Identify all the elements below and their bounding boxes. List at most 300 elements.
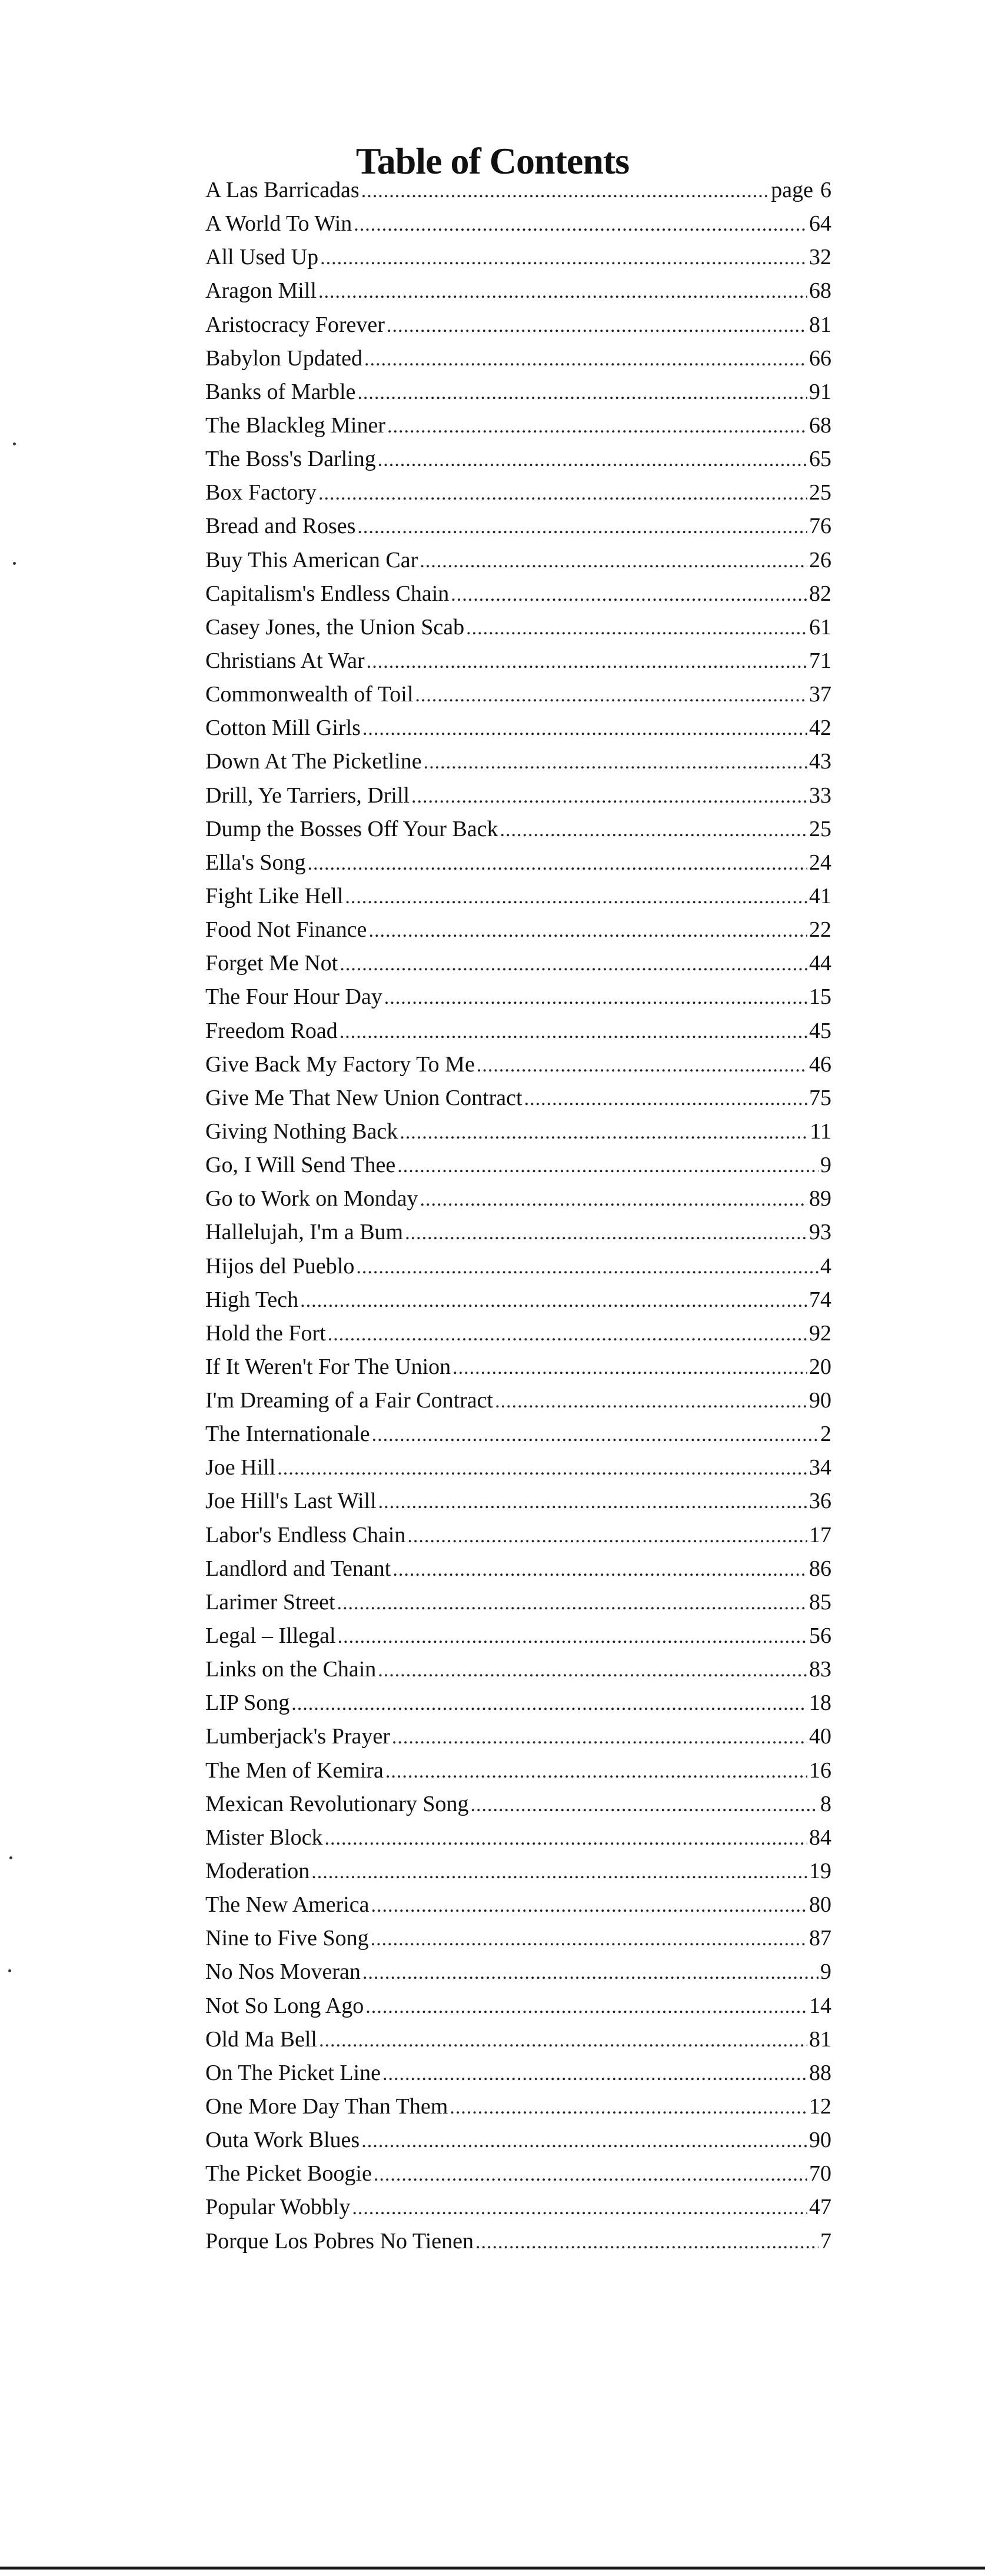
toc-entry (205, 2023, 831, 2056)
toc-leader-dots (311, 1855, 807, 1889)
toc-page-number: 41 (809, 883, 831, 908)
toc-page-number: 65 (809, 447, 831, 472)
toc-entry (205, 1317, 831, 1350)
toc-page-number: 92 (809, 1320, 831, 1346)
toc-leader-dots (424, 745, 807, 779)
toc-page-number: 20 (809, 1354, 831, 1379)
toc-entry-page (809, 544, 831, 577)
toc-entry (205, 1754, 831, 1788)
toc-page-number: 93 (809, 1220, 831, 1245)
toc-entry-title: Outa Work Blues (205, 2128, 360, 2153)
toc-entry-page (809, 274, 831, 308)
toc-page-number: 90 (809, 1388, 831, 1413)
toc-entry (205, 813, 831, 846)
toc-entry (205, 1250, 831, 1283)
toc-entry (205, 1081, 831, 1115)
toc-entry-page (809, 1720, 831, 1753)
toc-leader-dots (364, 342, 807, 376)
toc-leader-dots (385, 1755, 807, 1788)
toc-entry (205, 1855, 831, 1888)
toc-entry-title: Dump the Bosses Off Your Back (205, 816, 498, 841)
toc-leader-dots (291, 1687, 807, 1720)
toc-entry (205, 980, 831, 1014)
toc-entry-page (809, 1989, 831, 2023)
toc-entry (205, 510, 831, 543)
toc-entry (205, 880, 831, 913)
toc-page-number: 19 (809, 1859, 831, 1884)
toc-list (205, 174, 831, 2258)
toc-page-number: 61 (809, 614, 831, 640)
toc-leader-dots (466, 611, 807, 645)
toc-leader-dots (324, 1822, 807, 1855)
toc-entry (205, 947, 831, 980)
toc-leader-dots (362, 1956, 818, 1989)
toc-entry-title: Giving Nothing Back (205, 1119, 398, 1144)
toc-page-number: 33 (809, 783, 831, 808)
toc-entry (205, 1384, 831, 1417)
toc-entry-title: Box Factory (205, 480, 317, 505)
toc-entry-title: Links on the Chain (205, 1657, 377, 1682)
toc-entry-page (809, 913, 831, 947)
toc-entry-title: Legal – Illegal (205, 1623, 336, 1649)
toc-leader-dots (320, 241, 807, 275)
toc-entry-page (820, 1250, 831, 1283)
toc-leader-dots (372, 1418, 818, 1452)
toc-entry-title: Give Me That New Union Contract (205, 1085, 523, 1110)
toc-entry (205, 1653, 831, 1686)
toc-entry-page (820, 1788, 831, 1821)
toc-page-number: 86 (809, 1556, 831, 1581)
toc-page-number: 22 (809, 917, 831, 943)
toc-entry-title: The Four Hour Day (205, 984, 382, 1010)
toc-entry-page (809, 1855, 831, 1888)
toc-entry-title: Cotton Mill Girls (205, 715, 361, 741)
toc-entry-page (809, 1922, 831, 1955)
toc-leader-dots (368, 914, 807, 947)
toc-page-number: 34 (809, 1455, 831, 1480)
toc-leader-dots (378, 1485, 807, 1519)
toc-leader-dots (477, 1049, 807, 1082)
toc-leader-dots (500, 813, 807, 847)
toc-entry-page (809, 779, 831, 813)
toc-entry (205, 1788, 831, 1821)
toc-entry (205, 745, 831, 778)
toc-entry (205, 409, 831, 442)
toc-leader-dots (378, 443, 807, 477)
toc-entry-title: Aristocracy Forever (205, 312, 385, 337)
toc-page-number: 44 (809, 951, 831, 976)
toc-entry-title: Christians At War (205, 648, 365, 673)
toc-entry-page (771, 174, 831, 207)
toc-leader-dots (371, 1889, 807, 1922)
toc-entry-page (809, 375, 831, 409)
toc-entry (205, 611, 831, 644)
toc-leader-dots (361, 174, 770, 208)
toc-page-number: 82 (809, 581, 831, 606)
toc-entry (205, 207, 831, 241)
toc-page-number: 84 (809, 1825, 831, 1850)
toc-page-number: 40 (809, 1724, 831, 1749)
toc-leader-dots (318, 275, 807, 308)
toc-leader-dots (392, 1553, 807, 1586)
toc-entry-title: The Blackleg Miner (205, 412, 386, 438)
toc-entry (205, 1821, 831, 1855)
toc-entry (205, 779, 831, 813)
toc-entry-title: Forget Me Not (205, 951, 338, 976)
toc-entry-title: LIP Song (205, 1690, 290, 1716)
toc-entry (205, 1552, 831, 1586)
toc-page-number: 46 (809, 1051, 831, 1077)
toc-entry-title: The Boss's Darling (205, 447, 376, 472)
toc-page-number: 24 (809, 850, 831, 875)
toc-entry (205, 1955, 831, 1989)
toc-page-number: 80 (809, 1892, 831, 1918)
toc-page-number: 15 (809, 984, 831, 1010)
toc-entry-title: Mexican Revolutionary Song (205, 1791, 469, 1816)
toc-entry-title: On The Picket Line (205, 2060, 381, 2085)
toc-entry-title: Drill, Ye Tarriers, Drill (205, 783, 410, 808)
toc-entry-page (809, 2056, 831, 2090)
toc-page-number: 76 (809, 514, 831, 539)
toc-leader-dots (277, 1452, 807, 1485)
toc-entry (205, 476, 831, 510)
toc-entry-title: Go, I Will Send Thee (205, 1153, 396, 1178)
toc-leader-dots (420, 1183, 807, 1216)
toc-leader-dots (524, 1082, 807, 1116)
toc-leader-dots (361, 2124, 807, 2158)
toc-page-number: 18 (809, 1690, 831, 1716)
toc-leader-dots (340, 1015, 807, 1049)
toc-entry-page (809, 1317, 831, 1350)
toc-entry-title: Nine to Five Song (205, 1926, 369, 1951)
toc-entry (205, 1182, 831, 1216)
toc-entry (205, 1216, 831, 1249)
toc-entry-title: The Picket Boogie (205, 2161, 372, 2186)
toc-entry (205, 241, 831, 274)
toc-page-number: 43 (809, 749, 831, 774)
toc-entry-page (809, 1586, 831, 1619)
toc-leader-dots (338, 1620, 807, 1653)
toc-entry-title: No Nos Moveran (205, 1959, 361, 1985)
toc-entry-title: Porque Los Pobres No Tienen (205, 2228, 474, 2254)
toc-entry (205, 1485, 831, 1518)
toc-entry-page (809, 409, 831, 442)
toc-entry (205, 1350, 831, 1384)
toc-entry (205, 1586, 831, 1619)
toc-page-number: 36 (809, 1489, 831, 1514)
toc-entry (205, 174, 831, 207)
toc-leader-dots (300, 1284, 807, 1317)
toc-page-number: 71 (809, 648, 831, 673)
toc-entry (205, 1115, 831, 1149)
toc-page-number: 9 (820, 1153, 831, 1178)
toc-entry-page (809, 947, 831, 980)
toc-leader-dots (452, 1351, 807, 1384)
toc-entry-title: I'm Dreaming of a Fair Contract (205, 1388, 494, 1413)
toc-leader-dots (357, 376, 807, 410)
toc-entry-title: Joe Hill (205, 1455, 276, 1480)
margin-speck (13, 442, 16, 445)
toc-entry-title: The Internationale (205, 1422, 370, 1447)
toc-page-number: 74 (809, 1287, 831, 1312)
toc-leader-dots (328, 1317, 807, 1351)
toc-entry-page (809, 980, 831, 1014)
toc-page-number: 66 (809, 345, 831, 371)
toc-page-number: 6 (820, 178, 831, 202)
toc-entry-page (820, 1955, 831, 1989)
toc-leader-dots (371, 1922, 807, 1956)
toc-entry-page (809, 678, 831, 711)
toc-entry-title: Down At The Picketline (205, 749, 422, 774)
toc-entry (205, 2157, 831, 2191)
toc-entry (205, 678, 831, 711)
toc-leader-dots (450, 2091, 807, 2124)
toc-entry-title: Bread and Roses (205, 514, 356, 539)
toc-entry-title: Joe Hill's Last Will (205, 1489, 377, 1514)
toc-leader-dots (337, 1586, 807, 1620)
toc-entry (205, 711, 831, 745)
toc-page-number: 90 (809, 2128, 831, 2153)
toc-page-number: 68 (809, 412, 831, 438)
toc-entry (205, 846, 831, 880)
toc-page-number: 9 (820, 1959, 831, 1985)
toc-entry-page (809, 442, 831, 476)
toc-page-number: 12 (809, 2094, 831, 2119)
toc-entry-title: Banks of Marble (205, 379, 356, 404)
toc-entry (205, 2124, 831, 2157)
toc-entry-title: Mister Block (205, 1825, 323, 1850)
toc-page-number: 17 (809, 1522, 831, 1547)
toc-entry-page (809, 1350, 831, 1384)
toc-leader-dots (354, 208, 807, 241)
toc-entry (205, 913, 831, 947)
toc-entry (205, 1283, 831, 1317)
toc-entry (205, 1922, 831, 1955)
toc-page-prefix: page (771, 178, 813, 202)
toc-entry (205, 1619, 831, 1653)
toc-entry (205, 577, 831, 611)
toc-page-number: 7 (820, 2228, 831, 2254)
toc-entry-page (809, 880, 831, 913)
toc-entry-title: Lumberjack's Prayer (205, 1724, 390, 1749)
toc-entry (205, 1686, 831, 1720)
toc-page-number: 89 (809, 1186, 831, 1212)
toc-entry-page (809, 1384, 831, 1417)
toc-leader-dots (387, 410, 807, 443)
toc-entry-page (809, 308, 831, 342)
toc-entry-title: A World To Win (205, 211, 352, 237)
toc-entry-page (809, 846, 831, 880)
toc-page-number: 25 (809, 816, 831, 841)
toc-entry-title: Give Back My Factory To Me (205, 1051, 475, 1077)
toc-page-number: 11 (810, 1119, 831, 1144)
toc-entry-title: Popular Wobbly (205, 2195, 351, 2220)
toc-page-number: 83 (809, 1657, 831, 1682)
bottom-rule (0, 2567, 985, 2570)
toc-entry-page (809, 1216, 831, 1249)
toc-entry-title: Go to Work on Monday (205, 1186, 418, 1212)
toc-entry-page (809, 2157, 831, 2191)
margin-speck (9, 1856, 12, 1859)
toc-entry-page (809, 813, 831, 846)
toc-leader-dots (367, 645, 807, 678)
toc-leader-dots (357, 510, 807, 544)
toc-page-number: 8 (820, 1791, 831, 1816)
toc-leader-dots (397, 1149, 818, 1183)
toc-entry (205, 1149, 831, 1182)
toc-leader-dots (405, 1216, 807, 1250)
toc-page-number: 2 (820, 1422, 831, 1447)
toc-entry-title: Capitalism's Endless Chain (205, 581, 450, 606)
toc-leader-dots (352, 2191, 807, 2225)
toc-entry-title: If It Weren't For The Union (205, 1354, 451, 1379)
toc-page-number: 32 (809, 245, 831, 270)
toc-entry-title: Larimer Street (205, 1589, 335, 1615)
toc-entry-title: The Men of Kemira (205, 1758, 384, 1783)
toc-entry (205, 274, 831, 308)
toc-page-number: 85 (809, 1589, 831, 1615)
toc-entry (205, 2090, 831, 2124)
toc-page-number: 81 (809, 2026, 831, 2052)
toc-entry (205, 308, 831, 342)
toc-entry-page (809, 1686, 831, 1720)
toc-leader-dots (319, 2023, 807, 2057)
toc-entry-page (809, 1552, 831, 1586)
toc-entry-page (809, 1619, 831, 1653)
toc-entry (205, 1417, 831, 1451)
toc-entry-page (820, 1149, 831, 1182)
toc-entry (205, 2056, 831, 2090)
toc-entry (205, 1014, 831, 1048)
toc-entry-page (809, 644, 831, 678)
toc-entry-title: Freedom Road (205, 1018, 338, 1043)
toc-page-number: 70 (809, 2161, 831, 2186)
toc-entry-title: Commonwealth of Toil (205, 682, 414, 707)
toc-page-number: 91 (809, 379, 831, 404)
toc-entry-page (809, 1754, 831, 1788)
toc-entry (205, 1048, 831, 1081)
toc-entry (205, 644, 831, 678)
toc-leader-dots (374, 2158, 807, 2191)
toc-entry-title: The New America (205, 1892, 370, 1918)
toc-entry-title: Fight Like Hell (205, 883, 344, 908)
toc-entry-page (809, 207, 831, 241)
toc-entry-page (809, 1014, 831, 1048)
toc-entry-title: Labor's Endless Chain (205, 1522, 406, 1547)
toc-entry (205, 1451, 831, 1485)
toc-entry-page (809, 1182, 831, 1216)
toc-entry-title: Moderation (205, 1859, 310, 1884)
toc-entry-page (809, 241, 831, 274)
toc-page-number: 42 (809, 715, 831, 741)
toc-entry-title: Babylon Updated (205, 345, 363, 371)
toc-page-number: 56 (809, 1623, 831, 1649)
toc-entry-page (809, 611, 831, 644)
toc-leader-dots (411, 780, 807, 813)
toc-leader-dots (495, 1384, 807, 1418)
page-title: Table of Contents (355, 139, 630, 182)
toc-entry-title: One More Day Than Them (205, 2094, 448, 2119)
toc-leader-dots (400, 1116, 808, 1149)
toc-entry-page (809, 2124, 831, 2157)
toc-page-number: 26 (809, 547, 831, 573)
toc-entry-title: Aragon Mill (205, 278, 317, 304)
toc-page-number: 4 (820, 1253, 831, 1279)
toc-entry-page (820, 1417, 831, 1451)
toc-entry (205, 2191, 831, 2224)
toc-page-number: 87 (809, 1926, 831, 1951)
toc-leader-dots (307, 847, 807, 880)
toc-entry-page (810, 1115, 831, 1149)
toc-entry (205, 342, 831, 375)
toc-page-number: 14 (809, 1993, 831, 2018)
toc-entry-page (809, 711, 831, 745)
toc-entry-title: High Tech (205, 1287, 299, 1312)
toc-entry-page (809, 1519, 831, 1552)
toc-entry (205, 2225, 831, 2258)
toc-leader-dots (345, 880, 807, 914)
toc-entry-page (809, 2191, 831, 2224)
toc-leader-dots (451, 578, 807, 611)
toc-entry-page (809, 2023, 831, 2056)
toc-entry (205, 1989, 831, 2023)
toc-entry-title: Landlord and Tenant (205, 1556, 391, 1581)
toc-leader-dots (384, 981, 807, 1014)
toc-entry-page (809, 510, 831, 543)
toc-leader-dots (378, 1653, 807, 1687)
toc-leader-dots (356, 1250, 818, 1284)
toc-entry-title: All Used Up (205, 245, 319, 270)
toc-page-number: 37 (809, 682, 831, 707)
toc-page-number: 16 (809, 1758, 831, 1783)
toc-entry-page (809, 2090, 831, 2124)
toc-page-number: 88 (809, 2060, 831, 2085)
toc-entry-page (809, 577, 831, 611)
toc-page-number: 45 (809, 1018, 831, 1043)
toc-entry-page (809, 342, 831, 375)
toc-entry-title: Hijos del Pueblo (205, 1253, 355, 1279)
toc-page-number: 75 (809, 1085, 831, 1110)
toc-leader-dots (365, 1990, 807, 2023)
toc-leader-dots (392, 1720, 807, 1754)
toc-entry-page (820, 2225, 831, 2258)
toc-page-number: 68 (809, 278, 831, 304)
toc-entry-page (809, 1048, 831, 1081)
toc-leader-dots (407, 1519, 807, 1553)
toc-leader-dots (318, 477, 807, 510)
toc-entry-title: Hallelujah, I'm a Bum (205, 1220, 404, 1245)
toc-entry (205, 375, 831, 409)
toc-page-number: 47 (809, 2195, 831, 2220)
toc-entry (205, 1720, 831, 1753)
toc-entry-title: Ella's Song (205, 850, 306, 875)
toc-page-number: 64 (809, 211, 831, 237)
toc-entry-page (809, 1485, 831, 1518)
toc-leader-dots (362, 712, 807, 745)
toc-entry-page (809, 476, 831, 510)
toc-leader-dots (415, 678, 807, 712)
toc-page-number: 81 (809, 312, 831, 337)
toc-entry-title: Buy This American Car (205, 547, 418, 573)
toc-entry-page (809, 745, 831, 778)
toc-entry (205, 442, 831, 476)
toc-entry-page (809, 1653, 831, 1686)
toc-page-number: 25 (809, 480, 831, 505)
toc-entry-title: Casey Jones, the Union Scab (205, 614, 465, 640)
toc-entry-page (809, 1821, 831, 1855)
toc-entry-page (809, 1283, 831, 1317)
toc-entry (205, 1519, 831, 1552)
